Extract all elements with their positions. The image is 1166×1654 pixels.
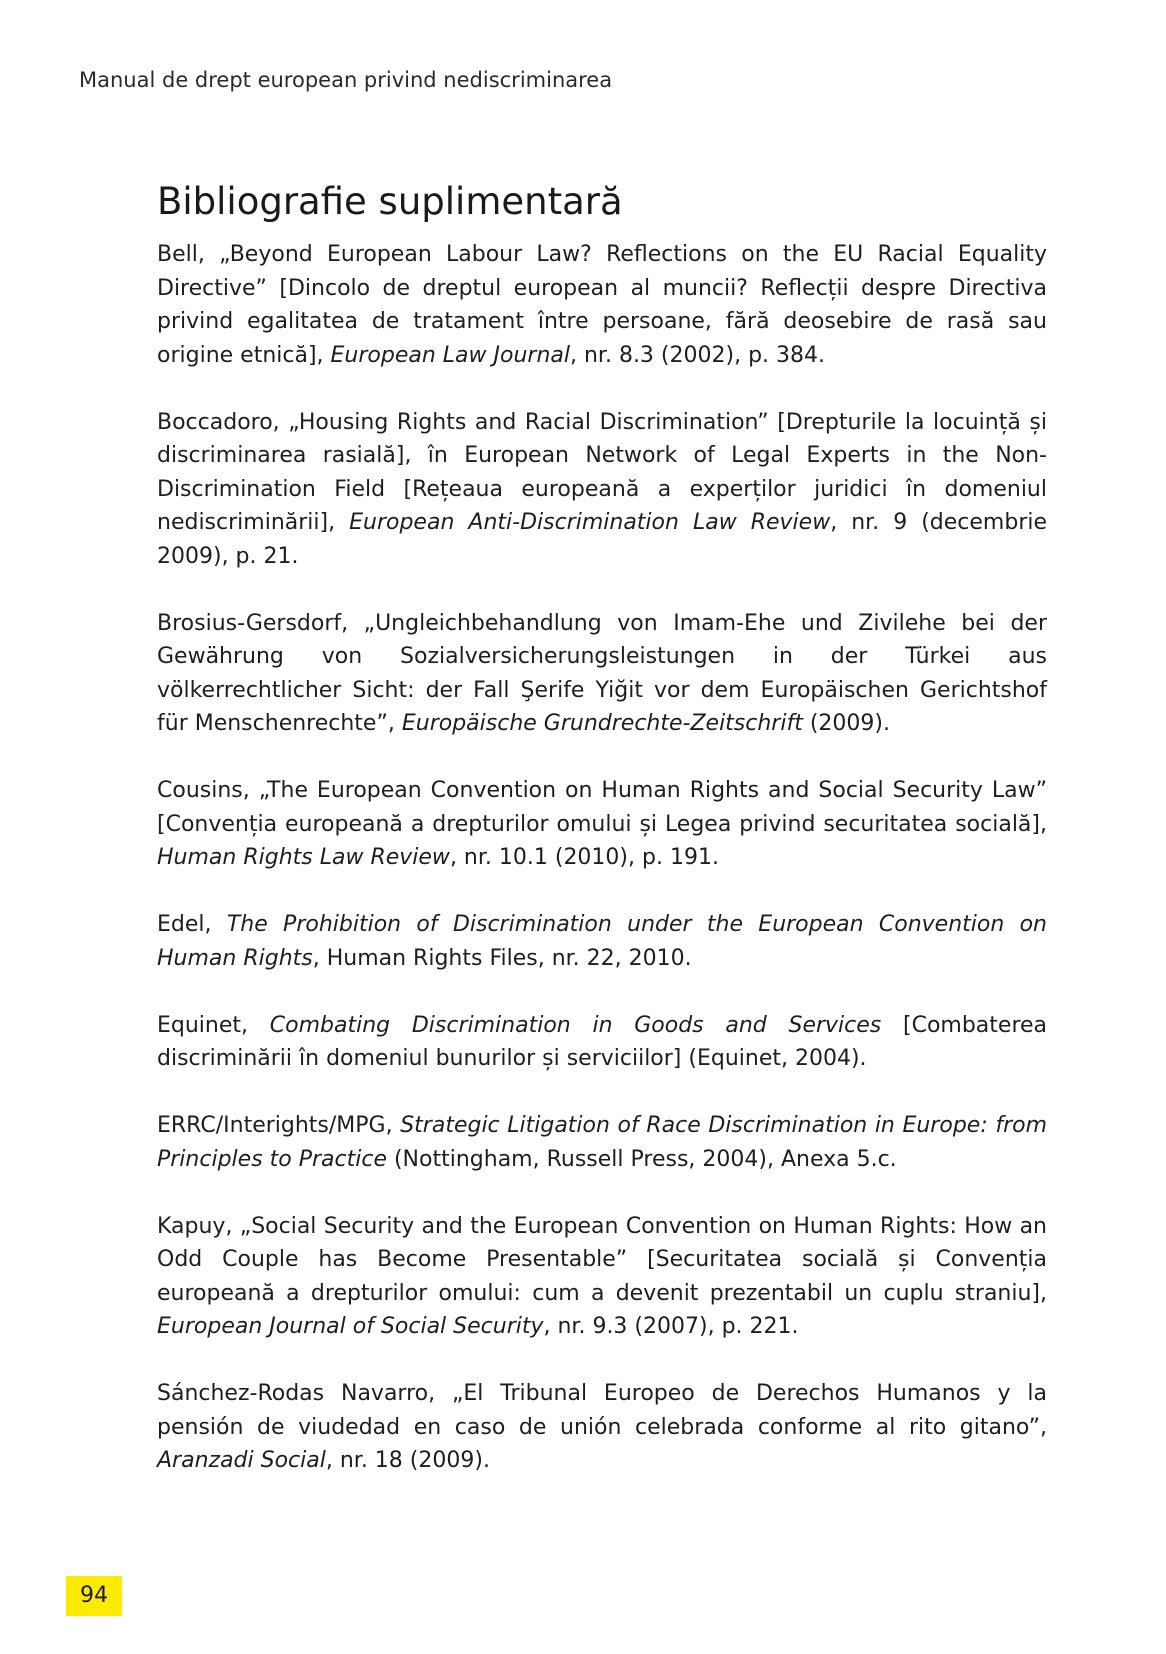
page-number: 94 — [66, 1576, 122, 1616]
entry-publication-title: Human Rights Law Review — [157, 845, 450, 870]
running-header: Manual de drept european privind nediscriminarea — [79, 68, 613, 92]
bibliography-entry — [157, 607, 1047, 741]
entry-details: (Nottingham, Russell Press, 2004), Anexa 5.c. — [386, 1146, 897, 1172]
entry-publication-title: European Anti-Discrimination Law Review — [349, 510, 831, 535]
bibliography-entry — [157, 1109, 1047, 1176]
bibliography-entry — [157, 774, 1047, 875]
entry-text: Cousins, „The European Convention on Human Rights and Social Security Law” [Convenția europeană a drepturilor omului și Legea privind securitatea socială], — [157, 778, 1047, 837]
bibliography-entry — [157, 406, 1047, 574]
entry-details: , Human Rights Files, nr. 22, 2010. — [312, 945, 692, 971]
entry-details: , nr. 10.1 (2010), p. 191. — [449, 845, 719, 870]
entry-details: [Combaterea discriminării în domeniul bunurilor și serviciilor] (Equinet, 2004). — [157, 1012, 1048, 1071]
entry-text: ERRC/Interights/MPG, — [157, 1113, 401, 1138]
entry-text: Boccadoro, „Housing Rights and Racial Discrimination” [Drepturile la locuință și discriminarea rasială], în European Network of Legal Experts in the Non-Discrimination Field [Rețeaua europeană a experților juridici în domeniul nediscriminării], — [157, 409, 1047, 535]
bibliography-entry — [157, 1009, 1047, 1076]
entry-publication-title: European Journal of Social Security — [157, 1314, 544, 1339]
section-title: Bibliografie suplimentară — [157, 180, 623, 223]
entry-publication-title: Strategic Litigation of Race Discrimination in Europe: from Principles to Practice — [157, 1113, 1048, 1172]
bibliography-entry — [157, 1210, 1047, 1344]
bibliography-entry — [157, 908, 1047, 975]
entry-text: Bell, „Beyond European Labour Law? Reflections on the EU Racial Equality Directive” [Dincolo de dreptul european al muncii? Reflecții despre Directiva privind egalitatea de tratament între persoane, fără deosebire de rasă sau origine etnică], — [157, 242, 1047, 368]
entry-text: Brosius-Gersdorf, „Ungleichbehandlung von Imam-Ehe und Zivilehe bei der Gewährung von Sozialversicherungsleistungen in der Türkei aus völkerrechtlicher Sicht: der Fall Şerife Yiğit vor dem Europäischen Gerichtshof für Menschenrechte”, — [157, 610, 1047, 736]
entry-publication-title: Europäische Grundrechte-Zeitschrift — [401, 711, 803, 736]
entry-publication-title: Combating Discrimination in Goods and Services — [269, 1012, 882, 1038]
bibliography-entry — [157, 1377, 1047, 1478]
entry-details: , nr. 9.3 (2007), p. 221. — [543, 1314, 799, 1339]
entry-text: Edel, — [157, 912, 227, 937]
bibliography-section — [157, 176, 1047, 1511]
entry-details: (2009). — [802, 711, 890, 736]
entry-details: , nr. 18 (2009). — [325, 1448, 490, 1473]
bibliography-entry — [157, 238, 1047, 372]
entry-text: Kapuy, „Social Security and the European Convention on Human Rights: How an Odd Couple has Become Presentable” [Securitatea socială și Convenția europeană a drepturilor omului: cum a devenit prezentabil un cuplu straniu], — [157, 1213, 1047, 1306]
entry-text: Equinet, — [157, 1012, 270, 1038]
entry-publication-title: Aranzadi Social — [157, 1448, 326, 1473]
entry-details: , nr. 9 (decembrie 2009), p. 21. — [157, 510, 1048, 569]
entry-details: , nr. 8.3 (2002), p. 384. — [570, 342, 825, 368]
entry-publication-title: European Law Journal — [330, 342, 570, 368]
entry-publication-title: The Prohibition of Discrimination under the European Convention on Human Rights — [157, 912, 1048, 971]
entry-text: Sánchez-Rodas Navarro, „El Tribunal Europeo de Derechos Humanos y la pensión de viudedad en caso de unión celebrada conforme al rito gitano”, — [157, 1381, 1047, 1440]
